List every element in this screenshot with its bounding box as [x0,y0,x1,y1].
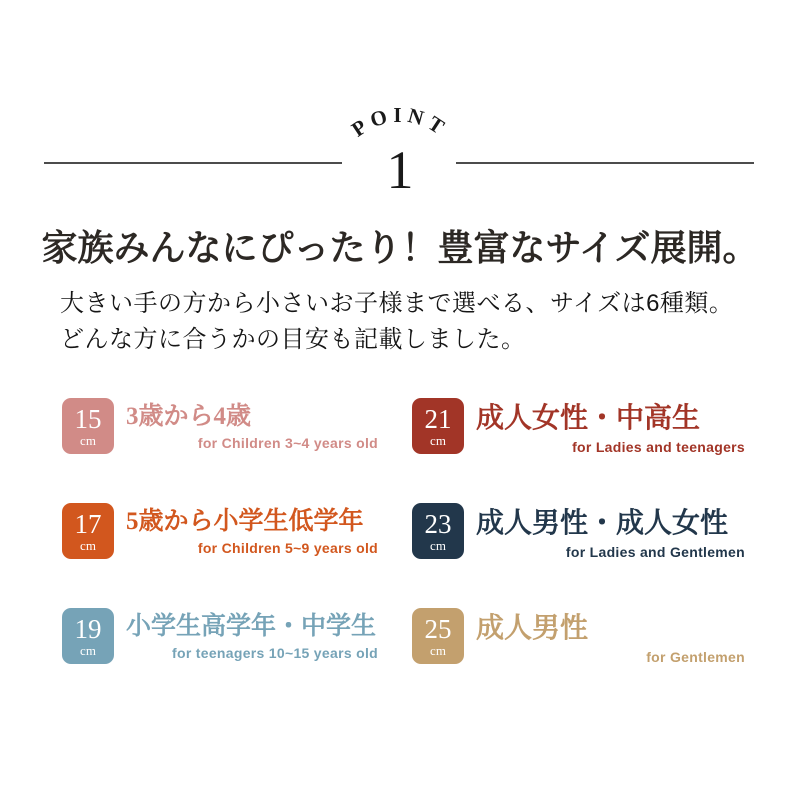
audience-label-jp: 5歳から小学生低学年 [126,508,364,535]
point-number-badge [300,96,500,196]
size-badge-25cm [412,608,464,664]
audience-label-jp: 成人女性・中高生 [476,403,701,434]
size-item-19cm [62,608,378,664]
description-text [60,286,760,358]
divider-line-right [456,162,754,164]
size-value: 25 [424,614,452,644]
size-column-left [62,398,378,713]
point-header [0,96,800,196]
point-number: 1 [386,140,414,196]
size-value: 17 [74,509,102,539]
size-unit: cm [430,433,446,448]
size-badge-17cm [62,503,114,559]
size-unit: cm [430,538,446,553]
size-description [476,611,745,665]
audience-label-en: for Children 5~9 years old [197,540,378,557]
size-badge-23cm [412,503,464,559]
audience-label-en: for Ladies and Gentlemen [565,544,745,560]
size-item-21cm [412,398,745,454]
size-unit: cm [430,643,446,658]
size-description [476,506,745,560]
size-badge-19cm [62,608,114,664]
size-unit: cm [80,538,96,553]
size-item-15cm [62,398,378,454]
audience-label-en: for Gentlemen [646,649,745,665]
size-item-25cm [412,608,745,664]
size-value: 21 [424,404,452,434]
size-badge-15cm [62,398,114,454]
audience-label-jp: 小学生高学年・中学生 [126,613,377,640]
point-label: POINT [347,102,453,142]
divider-line-left [44,162,342,164]
size-item-23cm [412,503,745,559]
size-description [126,401,378,451]
audience-label-en: for teenagers 10~15 years old [172,645,378,662]
size-unit: cm [80,433,96,448]
size-value: 19 [74,614,102,644]
size-description [126,611,378,661]
page-title: 家族みんなにぴったり！豊富なサイズ展開。 [41,228,759,268]
audience-label-jp: 3歳から4歳 [126,403,252,430]
size-value: 23 [424,509,452,539]
size-column-right [412,398,745,713]
size-badge-21cm [412,398,464,454]
audience-label-jp: 成人男性・成人女性 [476,508,729,539]
size-unit: cm [80,643,96,658]
audience-label-en: for Ladies and teenagers [572,439,745,455]
audience-label-jp: 成人男性 [476,613,589,644]
size-item-17cm [62,503,378,559]
size-description [476,401,745,455]
size-description [126,506,378,556]
description-line-1: 大きい手の方から小さいお子様まで選べる、サイズは6種類。 [60,290,734,317]
size-value: 15 [74,404,102,434]
audience-label-en: for Children 3~4 years old [197,435,378,452]
description-line-2: どんな方に合うかの目安も記載しました。 [60,326,526,353]
